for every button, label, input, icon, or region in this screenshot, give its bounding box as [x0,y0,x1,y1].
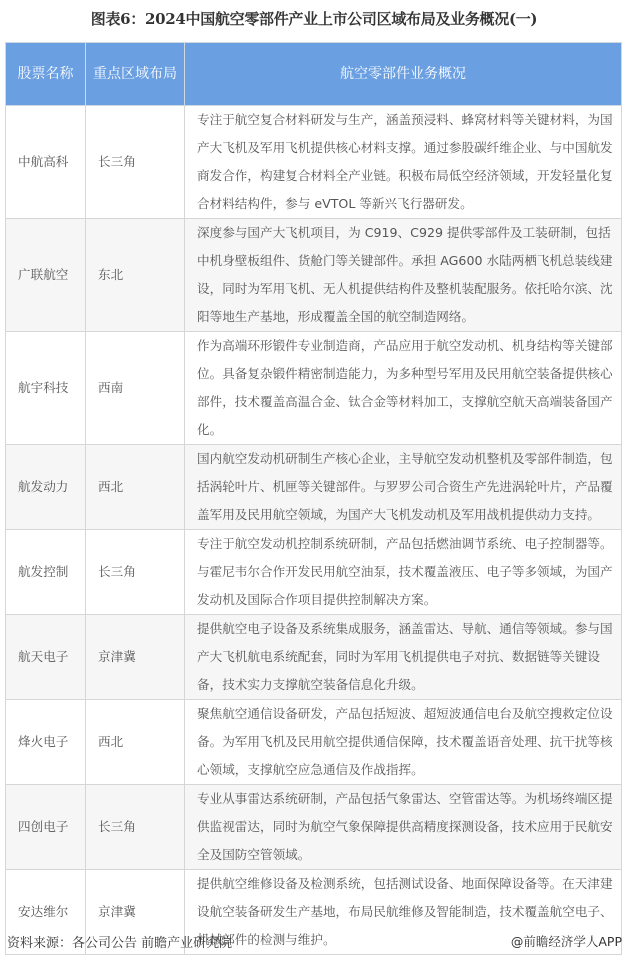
business-cell: 提供航空维修设备及检测系统，包括测试设备、地面保障设备等。在天津建设航空装备研发生产基地，布局民航维修及智能制造，技术覆盖航空电子、机械部件的检测与维护。 [185,870,622,955]
table-row [6,332,622,445]
business-cell: 聚焦航空通信设备研发，产品包括短波、超短波通信电台及航空搜救定位设备。为军用飞机及民用航空提供通信保障，技术覆盖语音处理、抗干扰等核心领域，支撑航空应急通信及作战指挥。 [185,700,622,785]
table-row [6,219,622,332]
table-row [6,785,622,870]
table-row [6,445,622,530]
region-cell: 长三角 [86,785,185,870]
table-row [6,700,622,785]
region-cell: 西北 [86,445,185,530]
stock-name-cell: 航天电子 [6,615,86,700]
region-cell: 京津冀 [86,615,185,700]
region-cell: 长三角 [86,106,185,219]
header-business: 航空零部件业务概况 [185,43,622,106]
stock-name-cell: 航发动力 [6,445,86,530]
table-row [6,106,622,219]
table-header-row [6,43,622,106]
business-cell: 提供航空电子设备及系统集成服务，涵盖雷达、导航、通信等领域。参与国产大飞机航电系统配套，同时为军用飞机提供电子对抗、数据链等关键设备，技术实力支撑航空装备信息化升级。 [185,615,622,700]
stock-name-cell: 航宇科技 [6,332,86,445]
table-row [6,615,622,700]
stock-name-cell: 四创电子 [6,785,86,870]
business-cell: 国内航空发动机研制生产核心企业，主导航空发动机整机及零部件制造，包括涡轮叶片、机匣等关键部件。与罗罗公司合资生产先进涡轮叶片，产品覆盖军用及民用航空领域，为国产大飞机发动机及军用战机提供动力支持。 [185,445,622,530]
business-cell: 专注于航空发动机控制系统研制，产品包括燃油调节系统、电子控制器等。与霍尼韦尔合作开发民用航空油泵，技术覆盖液压、电子等多领域，为国产发动机及国际合作项目提供控制解决方案。 [185,530,622,615]
company-table [5,42,622,955]
region-cell: 京津冀 [86,870,185,955]
stock-name-cell: 航发控制 [6,530,86,615]
business-cell: 专业从事雷达系统研制，产品包括气象雷达、空管雷达等。为机场终端区提供监视雷达，同时为航空气象保障提供高精度探测设备，技术应用于民航安全及国防空管领域。 [185,785,622,870]
stock-name-cell: 安达维尔 [6,870,86,955]
stock-name-cell: 广联航空 [6,219,86,332]
credit-note: @前瞻经济学人APP [510,934,622,949]
region-cell: 西南 [86,332,185,445]
table-row [6,530,622,615]
business-cell: 深度参与国产大飞机项目，为 C919、C929 提供零部件及工装研制，包括中机身壁板组件、货舱门等关键部件。承担 AG600 水陆两栖飞机总装线建设，同时为军用飞机、无人机提供结构件及整机装配服务。依托哈尔滨、沈阳等地生产基地，形成覆盖全国的航空制造网络。 [185,219,622,332]
stock-name-cell: 烽火电子 [6,700,86,785]
region-cell: 东北 [86,219,185,332]
region-cell: 西北 [86,700,185,785]
business-cell: 专注于航空复合材料研发与生产，涵盖预浸料、蜂窝材料等关键材料，为国产大飞机及军用飞机提供核心材料支撑。通过参股碳纤维企业、与中国航发商发合作，构建复合材料全产业链。积极布局低空经济领域，开发轻量化复合材料结构件，参与 eVTOL 等新兴飞行器研发。 [185,106,622,219]
region-cell: 长三角 [86,530,185,615]
source-note: 资料来源：各公司公告 前瞻产业研究院 [7,936,233,951]
header-region: 重点区域布局 [86,43,185,106]
figure-title: 图表6：2024中国航空零部件产业上市公司区域布局及业务概况(一) [90,10,538,28]
stock-name-cell: 中航高科 [6,106,86,219]
business-cell: 作为高端环形锻件专业制造商，产品应用于航空发动机、机身结构等关键部位。具备复杂锻件精密制造能力，为多种型号军用及民用航空装备提供核心部件，技术覆盖高温合金、钛合金等材料加工，支撑航空航天高端装备国产化。 [185,332,622,445]
header-stock-name: 股票名称 [6,43,86,106]
